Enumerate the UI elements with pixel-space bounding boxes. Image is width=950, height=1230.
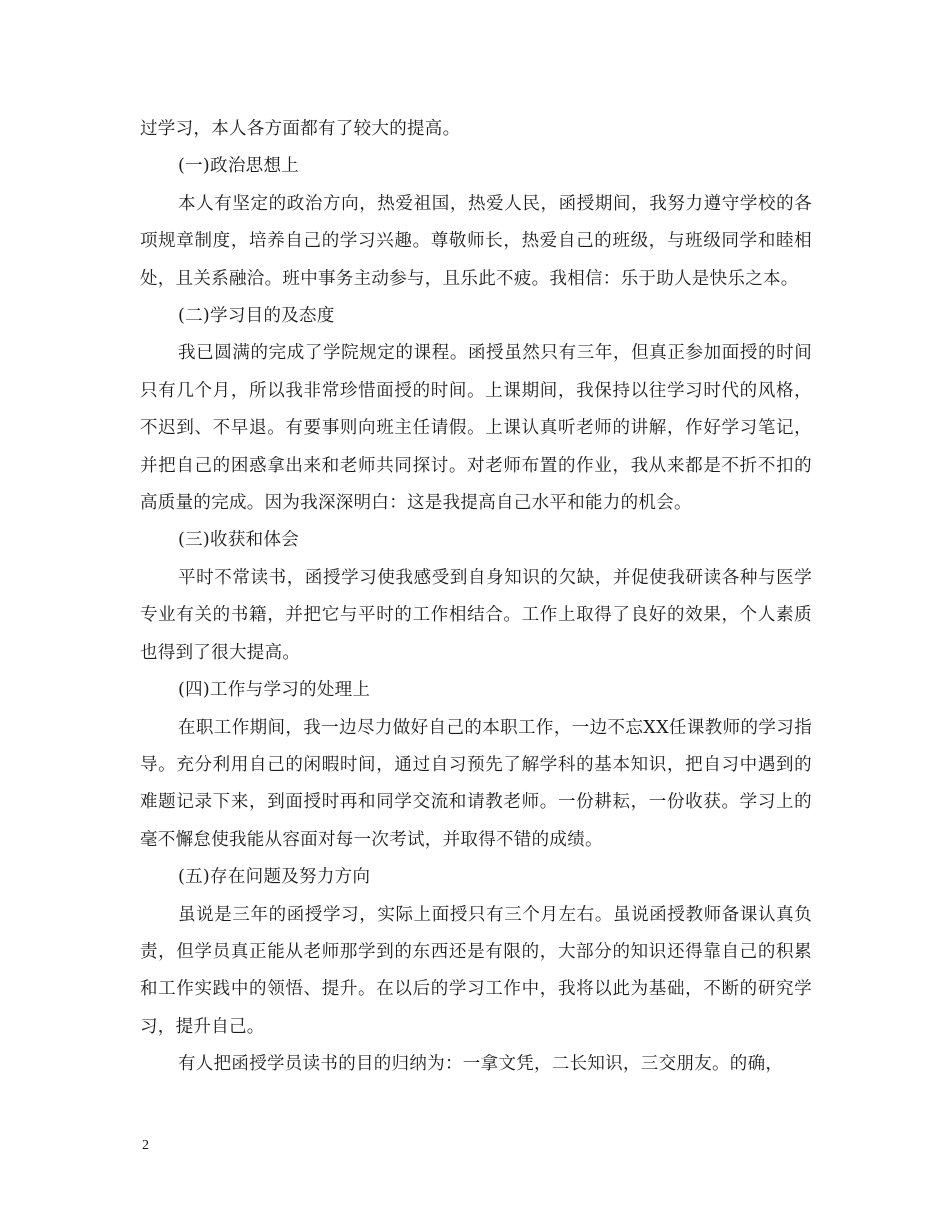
paragraph-gains: 平时不常读书，函授学习使我感受到自身知识的欠缺，并促使我研读各种与医学专业有关的书籍，并把它与平时的工作相结合。工作上取得了良好的效果，个人素质也得到了很大提高。 xyxy=(140,567,812,663)
section-heading-political: (一)政治思想上 xyxy=(178,156,300,177)
paragraph-intro-continuation: 过学习，本人各方面都有了较大的提高。 xyxy=(140,119,461,139)
paragraph-closing: 有人把函授学员读书的目的归纳为：一拿文凭，二长知识，三交朋友。的确， xyxy=(178,1054,784,1075)
paragraph-problems: 虽说是三年的函授学习，实际上面授只有三个月左右。虽说函授教师备课认真负责，但学员真正能从老师那学到的东西还是有限的，大部分的知识还得靠自己的积累和工作实践中的领悟、提升。在以后的学习工作中，我将以此为基础，不断的研究学习，提升自己。 xyxy=(140,904,812,1037)
section-heading-work-study: (四)工作与学习的处理上 xyxy=(178,680,371,701)
section-heading-gains: (三)收获和体会 xyxy=(178,530,300,551)
paragraph-study-attitude: 我已圆满的完成了学院规定的课程。函授虽然只有三年，但真正参加面授的时间只有几个月，所以我非常珍惜面授的时间。上课期间，我保持以往学习时代的风格，不迟到、不早退。有要事则向班主任请假。上课认真听老师的讲解，作好学习笔记，并把自己的困惑拿出来和老师共同探讨。对老师布置的作业，我从来都是不折不扣的高质量的完成。因为我深深明白：这是我提高自己水平和能力的机会。 xyxy=(140,343,812,514)
section-heading-study-attitude: (二)学习目的及态度 xyxy=(178,306,335,327)
section-heading-problems: (五)存在问题及努力方向 xyxy=(178,867,371,888)
paragraph-political: 本人有坚定的政治方向，热爱祖国，热爱人民，函授期间，我努力遵守学校的各项规章制度，培养自己的学习兴趣。尊敬师长，热爱自己的班级，与班级同学和睦相处，且关系融洽。班中事务主动参与，且乐此不疲。我相信：乐于助人是快乐之本。 xyxy=(140,193,812,289)
document-body xyxy=(140,111,812,1084)
page-number: 2 xyxy=(142,1138,149,1153)
paragraph-work-study: 在职工作期间，我一边尽力做好自己的本职工作，一边不忘XX任课教师的学习指导。充分利用自己的闲暇时间，通过自习预先了解学科的基本知识，把自习中遇到的难题记录下来，到面授时再和同学交流和请教老师。一份耕耘，一份收获。学习上的毫不懈怠使我能从容面对每一次考试，并取得不错的成绩。 xyxy=(140,717,812,850)
